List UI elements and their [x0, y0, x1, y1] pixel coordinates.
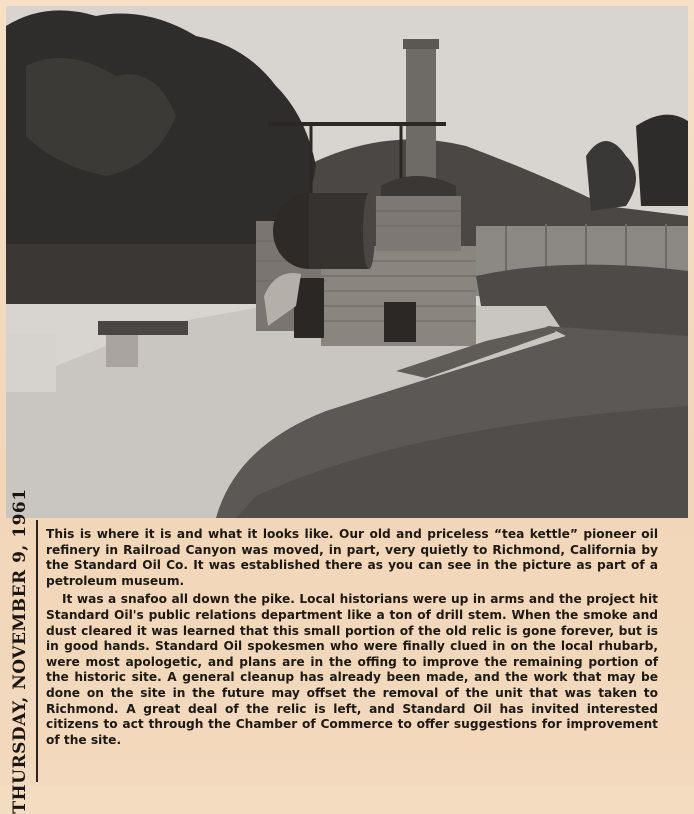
article-body	[46, 527, 658, 751]
publication-date: THURSDAY, NOVEMBER 9, 1961	[10, 488, 30, 814]
article-paragraph-1: This is where it is and what it looks like. Our old and priceless “tea kettle” pioneer oil refinery in Railroad Canyon was moved, in part, very quietly to Richmond, California by the Standard Oil Co. It was established there as you can see in the picture as part of a petroleum museum.	[46, 527, 658, 588]
refinery-photo	[6, 6, 688, 518]
article-paragraph-2: It was a snafoo all down the pike. Local historians were up in arms and the project hit Standard Oil's public relations department like a ton of drill stem. When the smoke and dust cleared it was learned that this small portion of the old relic is gone forever, but is in good hands. Standard Oil spokesmen who were finally clued in on the local rhubarb, were most apologetic, and plans are in the offing to improve the remaining portion of the historic site. A general cleanup has already been made, and the work that may be done on the site in the future may offset the removal of the unit that was taken to Richmond. A great deal of the relic is left, and Standard Oil has invited interested citizens to act through the Chamber of Commerce to offer suggestions for improvement of the site.	[46, 592, 658, 747]
date-strip	[4, 488, 38, 814]
